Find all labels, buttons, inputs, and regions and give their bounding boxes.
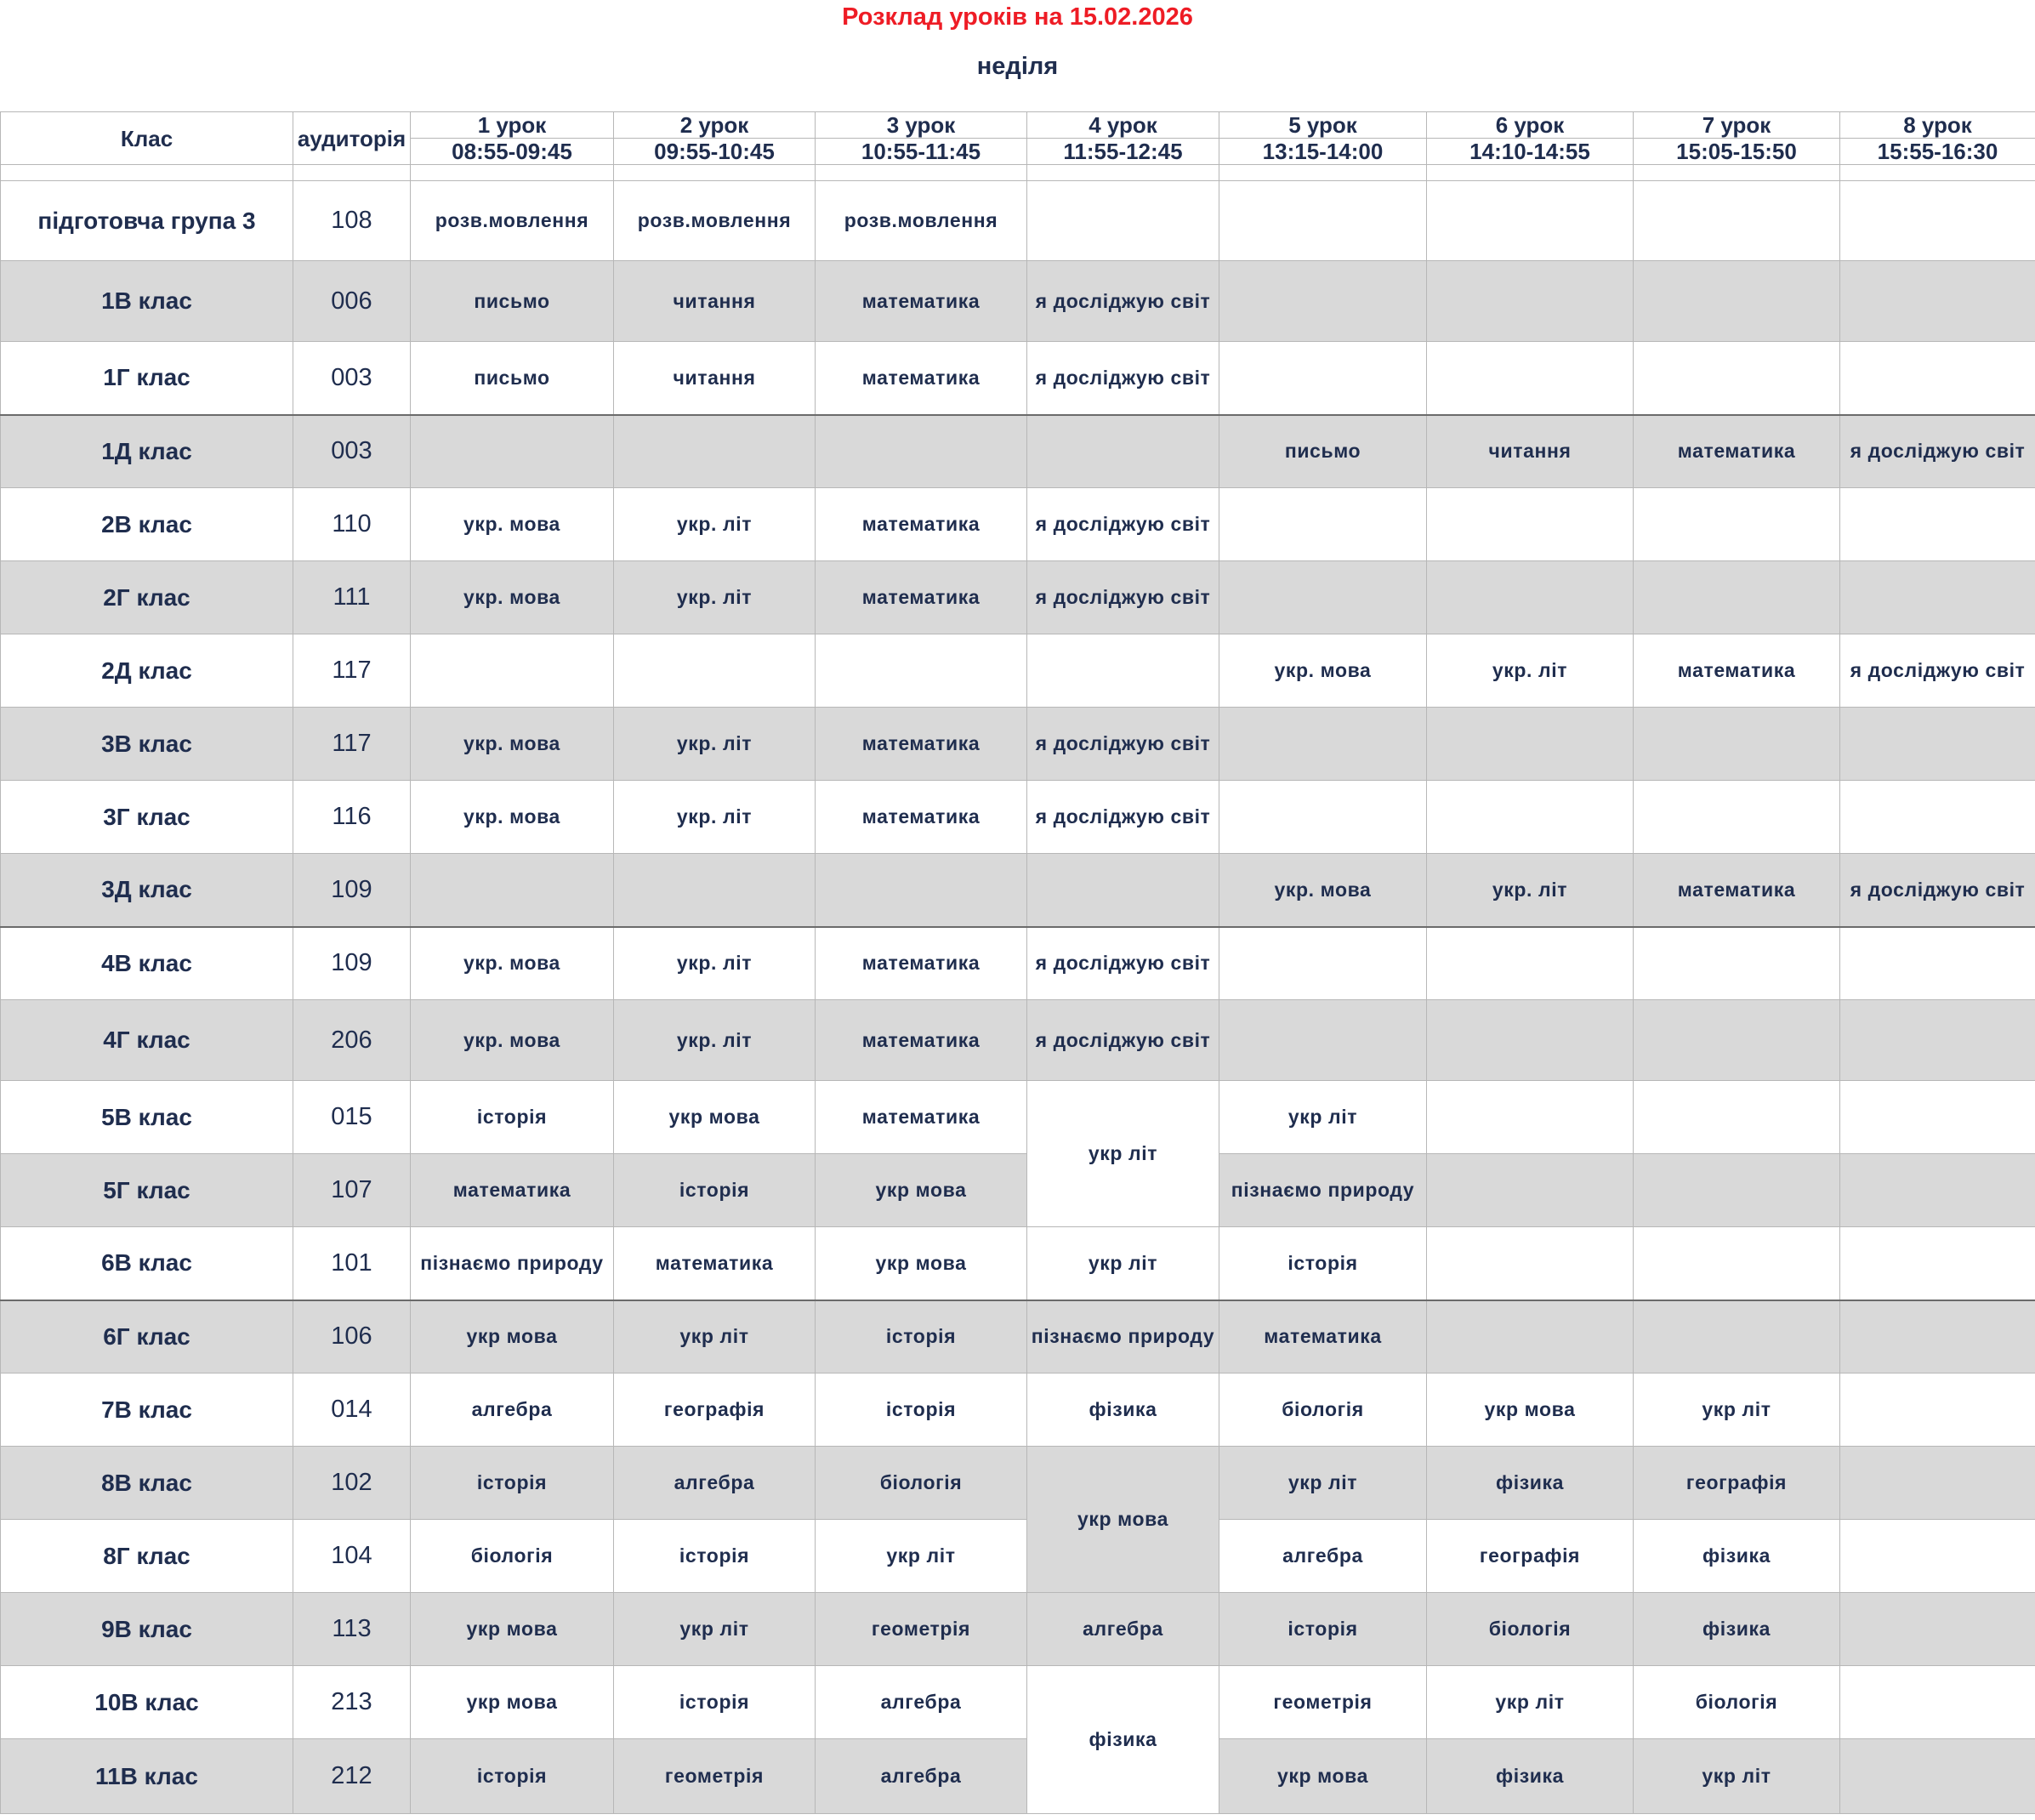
table-row [1,261,2035,342]
table-row [1,1300,2035,1374]
lesson-cell [1840,1227,2035,1300]
lesson-cell [1027,415,1219,488]
lesson-cell [816,634,1027,708]
lesson-cell: пізнаємо природу [411,1227,614,1300]
lesson-cell: математика [816,781,1027,854]
class-column-header: Клас [1,112,293,165]
lesson-cell [411,415,614,488]
lesson-header-label: 6 урок [1427,112,1634,139]
lesson-header-time: 10:55-11:45 [816,139,1027,165]
room-cell: 014 [293,1374,411,1447]
room-cell: 108 [293,181,411,261]
room-cell: 111 [293,561,411,634]
lesson-cell: біологія [411,1520,614,1593]
room-cell: 109 [293,927,411,1000]
lesson-cell [1634,1300,1840,1374]
class-name-cell: 8Г клас [1,1520,293,1593]
lesson-cell: укр мова [1427,1374,1634,1447]
lesson-header-time: 11:55-12:45 [1027,139,1219,165]
lesson-cell [1840,781,2035,854]
table-header [1,112,2035,181]
lesson-cell [1840,1666,2035,1739]
class-name-cell: 6В клас [1,1227,293,1300]
table-row [1,708,2035,781]
lesson-cell [1840,1374,2035,1447]
lesson-cell: історія [614,1520,816,1593]
class-name-cell: 10В клас [1,1666,293,1739]
lesson-cell [1427,1000,1634,1081]
class-name-cell: 3Г клас [1,781,293,854]
class-name-cell: 7В клас [1,1374,293,1447]
lesson-cell [1027,634,1219,708]
class-name-cell: 1Д клас [1,415,293,488]
lesson-header-time: 13:15-14:00 [1219,139,1427,165]
table-row [1,181,2035,261]
table-row [1,854,2035,927]
lesson-header-label: 3 урок [816,112,1027,139]
lesson-cell: біологія [1427,1593,1634,1666]
table-row [1,1593,2035,1666]
lesson-cell [1219,561,1427,634]
lesson-cell: математика [1634,415,1840,488]
lesson-cell: пізнаємо природу [1027,1300,1219,1374]
lesson-cell [1634,181,1840,261]
lesson-cell [1840,1520,2035,1593]
lesson-cell: історія [411,1447,614,1520]
lesson-cell: я досліджую світ [1027,561,1219,634]
class-name-cell: 1В клас [1,261,293,342]
lesson-cell [816,415,1027,488]
room-cell: 106 [293,1300,411,1374]
lesson-cell [1634,1154,1840,1227]
lesson-cell: укр літ [614,1593,816,1666]
lesson-cell [1219,181,1427,261]
lesson-cell: фізика [1427,1739,1634,1814]
room-cell: 116 [293,781,411,854]
lesson-cell [1427,708,1634,781]
day-label: неділя [976,53,1059,80]
lesson-cell: біологія [1634,1666,1840,1739]
room-cell: 117 [293,708,411,781]
lesson-cell: я досліджую світ [1027,342,1219,415]
room-cell: 206 [293,1000,411,1081]
class-name-cell: 1Г клас [1,342,293,415]
lesson-cell: математика [816,1081,1027,1154]
lesson-cell: фізика [1634,1593,1840,1666]
lesson-cell: історія [816,1374,1027,1447]
lesson-cell [1427,342,1634,415]
table-row [1,1000,2035,1081]
room-cell: 113 [293,1593,411,1666]
class-name-cell: 2Д клас [1,634,293,708]
lesson-cell: біологія [816,1447,1027,1520]
lesson-cell: алгебра [1219,1520,1427,1593]
table-row [1,1227,2035,1300]
lesson-cell: укр літ [1219,1447,1427,1520]
lesson-cell: укр літ [1634,1739,1840,1814]
lesson-cell [1840,1300,2035,1374]
lesson-cell: математика [816,708,1027,781]
lesson-cell [411,854,614,927]
lesson-header-label: 8 урок [1840,112,2035,139]
table-row [1,1081,2035,1154]
lesson-cell [1427,261,1634,342]
table-row [1,561,2035,634]
lesson-cell [1840,488,2035,561]
lesson-cell [1840,1447,2035,1520]
lesson-cell: географія [614,1374,816,1447]
lesson-cell [1027,854,1219,927]
lesson-cell [1427,1227,1634,1300]
lesson-cell [1219,1000,1427,1081]
table-row [1,1154,2035,1227]
lesson-header-label: 7 урок [1634,112,1840,139]
lesson-cell: розв.мовлення [411,181,614,261]
lesson-cell: укр. мова [411,1000,614,1081]
table-row [1,781,2035,854]
lesson-cell: укр. літ [1427,634,1634,708]
lesson-cell [614,634,816,708]
lesson-cell: читання [1427,415,1634,488]
lesson-cell: математика [816,1000,1027,1081]
class-name-cell: 2В клас [1,488,293,561]
lesson-cell: укр мова [411,1666,614,1739]
lesson-cell: історія [614,1666,816,1739]
table-row [1,1739,2035,1814]
lesson-cell: історія [1219,1227,1427,1300]
lesson-cell: укр літ [1634,1374,1840,1447]
table-row [1,927,2035,1000]
lesson-cell: математика [816,561,1027,634]
page-title: Розклад уроків на 15.02.2026 [842,3,1193,31]
table-row [1,1666,2035,1739]
lesson-cell: математика [1219,1300,1427,1374]
lesson-cell: читання [614,261,816,342]
lesson-cell [1219,708,1427,781]
lesson-cell [1427,488,1634,561]
room-cell: 003 [293,415,411,488]
room-cell: 107 [293,1154,411,1227]
lesson-cell [816,854,1027,927]
table-row [1,1447,2035,1520]
lesson-cell: я досліджую світ [1840,415,2035,488]
lesson-cell [1840,181,2035,261]
lesson-cell [1219,342,1427,415]
lesson-cell [1427,181,1634,261]
lesson-cell: укр. мова [1219,854,1427,927]
room-column-header: аудиторія [293,112,411,165]
lesson-cell: я досліджую світ [1027,1000,1219,1081]
room-cell: 015 [293,1081,411,1154]
room-cell: 104 [293,1520,411,1593]
lesson-cell: укр літ [1219,1081,1427,1154]
lesson-cell [1634,261,1840,342]
lesson-cell: укр. мова [411,488,614,561]
lesson-cell: укр літ [816,1520,1027,1593]
lesson-cell: фізика [1027,1666,1219,1814]
room-cell: 101 [293,1227,411,1300]
lesson-cell [1634,927,1840,1000]
class-name-cell: 5Г клас [1,1154,293,1227]
lesson-cell: укр літ [1427,1666,1634,1739]
lesson-cell: геометрія [614,1739,816,1814]
lesson-cell: укр літ [614,1300,816,1374]
table-row [1,415,2035,488]
schedule-body [1,181,2035,1814]
lesson-cell [1427,927,1634,1000]
class-name-cell: 11В клас [1,1739,293,1814]
lesson-header-time: 15:05-15:50 [1634,139,1840,165]
lesson-cell: я досліджую світ [1027,927,1219,1000]
room-cell: 003 [293,342,411,415]
lesson-cell [1840,1081,2035,1154]
lesson-cell: алгебра [1027,1593,1219,1666]
lesson-cell [1840,261,2035,342]
lesson-cell [1219,927,1427,1000]
lesson-header-time: 08:55-09:45 [411,139,614,165]
lesson-cell [1840,1593,2035,1666]
lesson-cell: фізика [1027,1374,1219,1447]
lesson-cell [614,854,816,927]
lesson-header-label: 5 урок [1219,112,1427,139]
lesson-cell: укр. мова [411,927,614,1000]
lesson-cell: фізика [1634,1520,1840,1593]
lesson-cell [1427,781,1634,854]
table-row [1,488,2035,561]
lesson-header-label: 1 урок [411,112,614,139]
lesson-cell [1840,1154,2035,1227]
lesson-cell [1634,342,1840,415]
lesson-cell: укр мова [816,1227,1027,1300]
class-name-cell: 2Г клас [1,561,293,634]
lesson-cell [614,415,816,488]
lesson-header-time: 15:55-16:30 [1840,139,2035,165]
lesson-cell: укр літ [1027,1227,1219,1300]
lesson-cell: математика [816,342,1027,415]
lesson-cell: укр мова [614,1081,816,1154]
lesson-cell: алгебра [816,1666,1027,1739]
lesson-cell [1840,708,2035,781]
lesson-cell: історія [816,1300,1027,1374]
schedule-table [0,111,2035,1814]
lesson-cell [1840,1739,2035,1814]
lesson-cell: укр мова [1219,1739,1427,1814]
lesson-cell [1634,1000,1840,1081]
lesson-cell [1634,781,1840,854]
lesson-cell [1427,1300,1634,1374]
table-row [1,1520,2035,1593]
lesson-header-time: 14:10-14:55 [1427,139,1634,165]
class-name-cell: 3В клас [1,708,293,781]
lesson-cell: математика [1634,854,1840,927]
lesson-cell: укр літ [1027,1081,1219,1227]
lesson-cell: письмо [1219,415,1427,488]
room-cell: 006 [293,261,411,342]
lesson-cell [411,634,614,708]
lesson-cell: історія [1219,1593,1427,1666]
lesson-cell: математика [1634,634,1840,708]
table-row [1,342,2035,415]
lesson-cell: фізика [1427,1447,1634,1520]
lesson-cell: я досліджую світ [1027,708,1219,781]
lesson-cell: укр мова [816,1154,1027,1227]
lesson-cell: укр. літ [1427,854,1634,927]
lesson-cell: укр. мова [1219,634,1427,708]
lesson-cell: укр. літ [614,561,816,634]
lesson-cell [1219,261,1427,342]
room-cell: 102 [293,1447,411,1520]
lesson-cell: укр мова [411,1593,614,1666]
lesson-cell [1840,927,2035,1000]
room-cell: 109 [293,854,411,927]
lesson-cell: укр. літ [614,927,816,1000]
lesson-cell: я досліджую світ [1027,488,1219,561]
table-row [1,1374,2035,1447]
lesson-cell: алгебра [614,1447,816,1520]
lesson-cell [1634,1227,1840,1300]
lesson-cell [1840,1000,2035,1081]
room-cell: 212 [293,1739,411,1814]
lesson-cell: укр. літ [614,708,816,781]
lesson-cell: розв.мовлення [816,181,1027,261]
lesson-cell: укр. літ [614,1000,816,1081]
lesson-cell [1840,342,2035,415]
lesson-cell: я досліджую світ [1027,261,1219,342]
lesson-cell: математика [816,927,1027,1000]
lesson-cell [1219,781,1427,854]
lesson-cell [1219,488,1427,561]
lesson-header-label: 2 урок [614,112,816,139]
lesson-cell: письмо [411,261,614,342]
class-name-cell: 6Г клас [1,1300,293,1374]
room-cell: 213 [293,1666,411,1739]
lesson-cell: математика [816,261,1027,342]
lesson-cell: укр. літ [614,488,816,561]
class-name-cell: 4Г клас [1,1000,293,1081]
class-name-cell: підготовча група 3 [1,181,293,261]
lesson-cell: я досліджую світ [1840,854,2035,927]
lesson-cell: письмо [411,342,614,415]
lesson-cell: математика [816,488,1027,561]
lesson-cell [1427,1154,1634,1227]
lesson-header-time: 09:55-10:45 [614,139,816,165]
lesson-cell: історія [411,1081,614,1154]
lesson-cell: я досліджую світ [1840,634,2035,708]
lesson-cell: географія [1427,1520,1634,1593]
class-name-cell: 3Д клас [1,854,293,927]
lesson-cell [1427,561,1634,634]
lesson-cell [1427,1081,1634,1154]
lesson-cell: геометрія [1219,1666,1427,1739]
lesson-header-label: 4 урок [1027,112,1219,139]
lesson-cell [1027,181,1219,261]
lesson-cell [1634,488,1840,561]
room-cell: 110 [293,488,411,561]
lesson-cell: біологія [1219,1374,1427,1447]
lesson-cell [1634,1081,1840,1154]
class-name-cell: 8В клас [1,1447,293,1520]
lesson-cell: алгебра [411,1374,614,1447]
lesson-cell: укр. літ [614,781,816,854]
lesson-cell: історія [411,1739,614,1814]
lesson-cell: читання [614,342,816,415]
lesson-cell: я досліджую світ [1027,781,1219,854]
lesson-cell [1634,708,1840,781]
class-name-cell: 9В клас [1,1593,293,1666]
lesson-cell: пізнаємо природу [1219,1154,1427,1227]
lesson-cell: географія [1634,1447,1840,1520]
lesson-cell: історія [614,1154,816,1227]
lesson-cell: розв.мовлення [614,181,816,261]
lesson-cell: укр. мова [411,708,614,781]
lesson-cell: укр. мова [411,561,614,634]
class-name-cell: 4В клас [1,927,293,1000]
lesson-cell [1634,561,1840,634]
lesson-cell: укр мова [411,1300,614,1374]
lesson-cell: укр мова [1027,1447,1219,1593]
room-cell: 117 [293,634,411,708]
table-row [1,634,2035,708]
class-name-cell: 5В клас [1,1081,293,1154]
lesson-cell: математика [614,1227,816,1300]
lesson-cell [1840,561,2035,634]
lesson-cell: алгебра [816,1739,1027,1814]
lesson-cell: укр. мова [411,781,614,854]
lesson-cell: математика [411,1154,614,1227]
lesson-cell: геометрія [816,1593,1027,1666]
